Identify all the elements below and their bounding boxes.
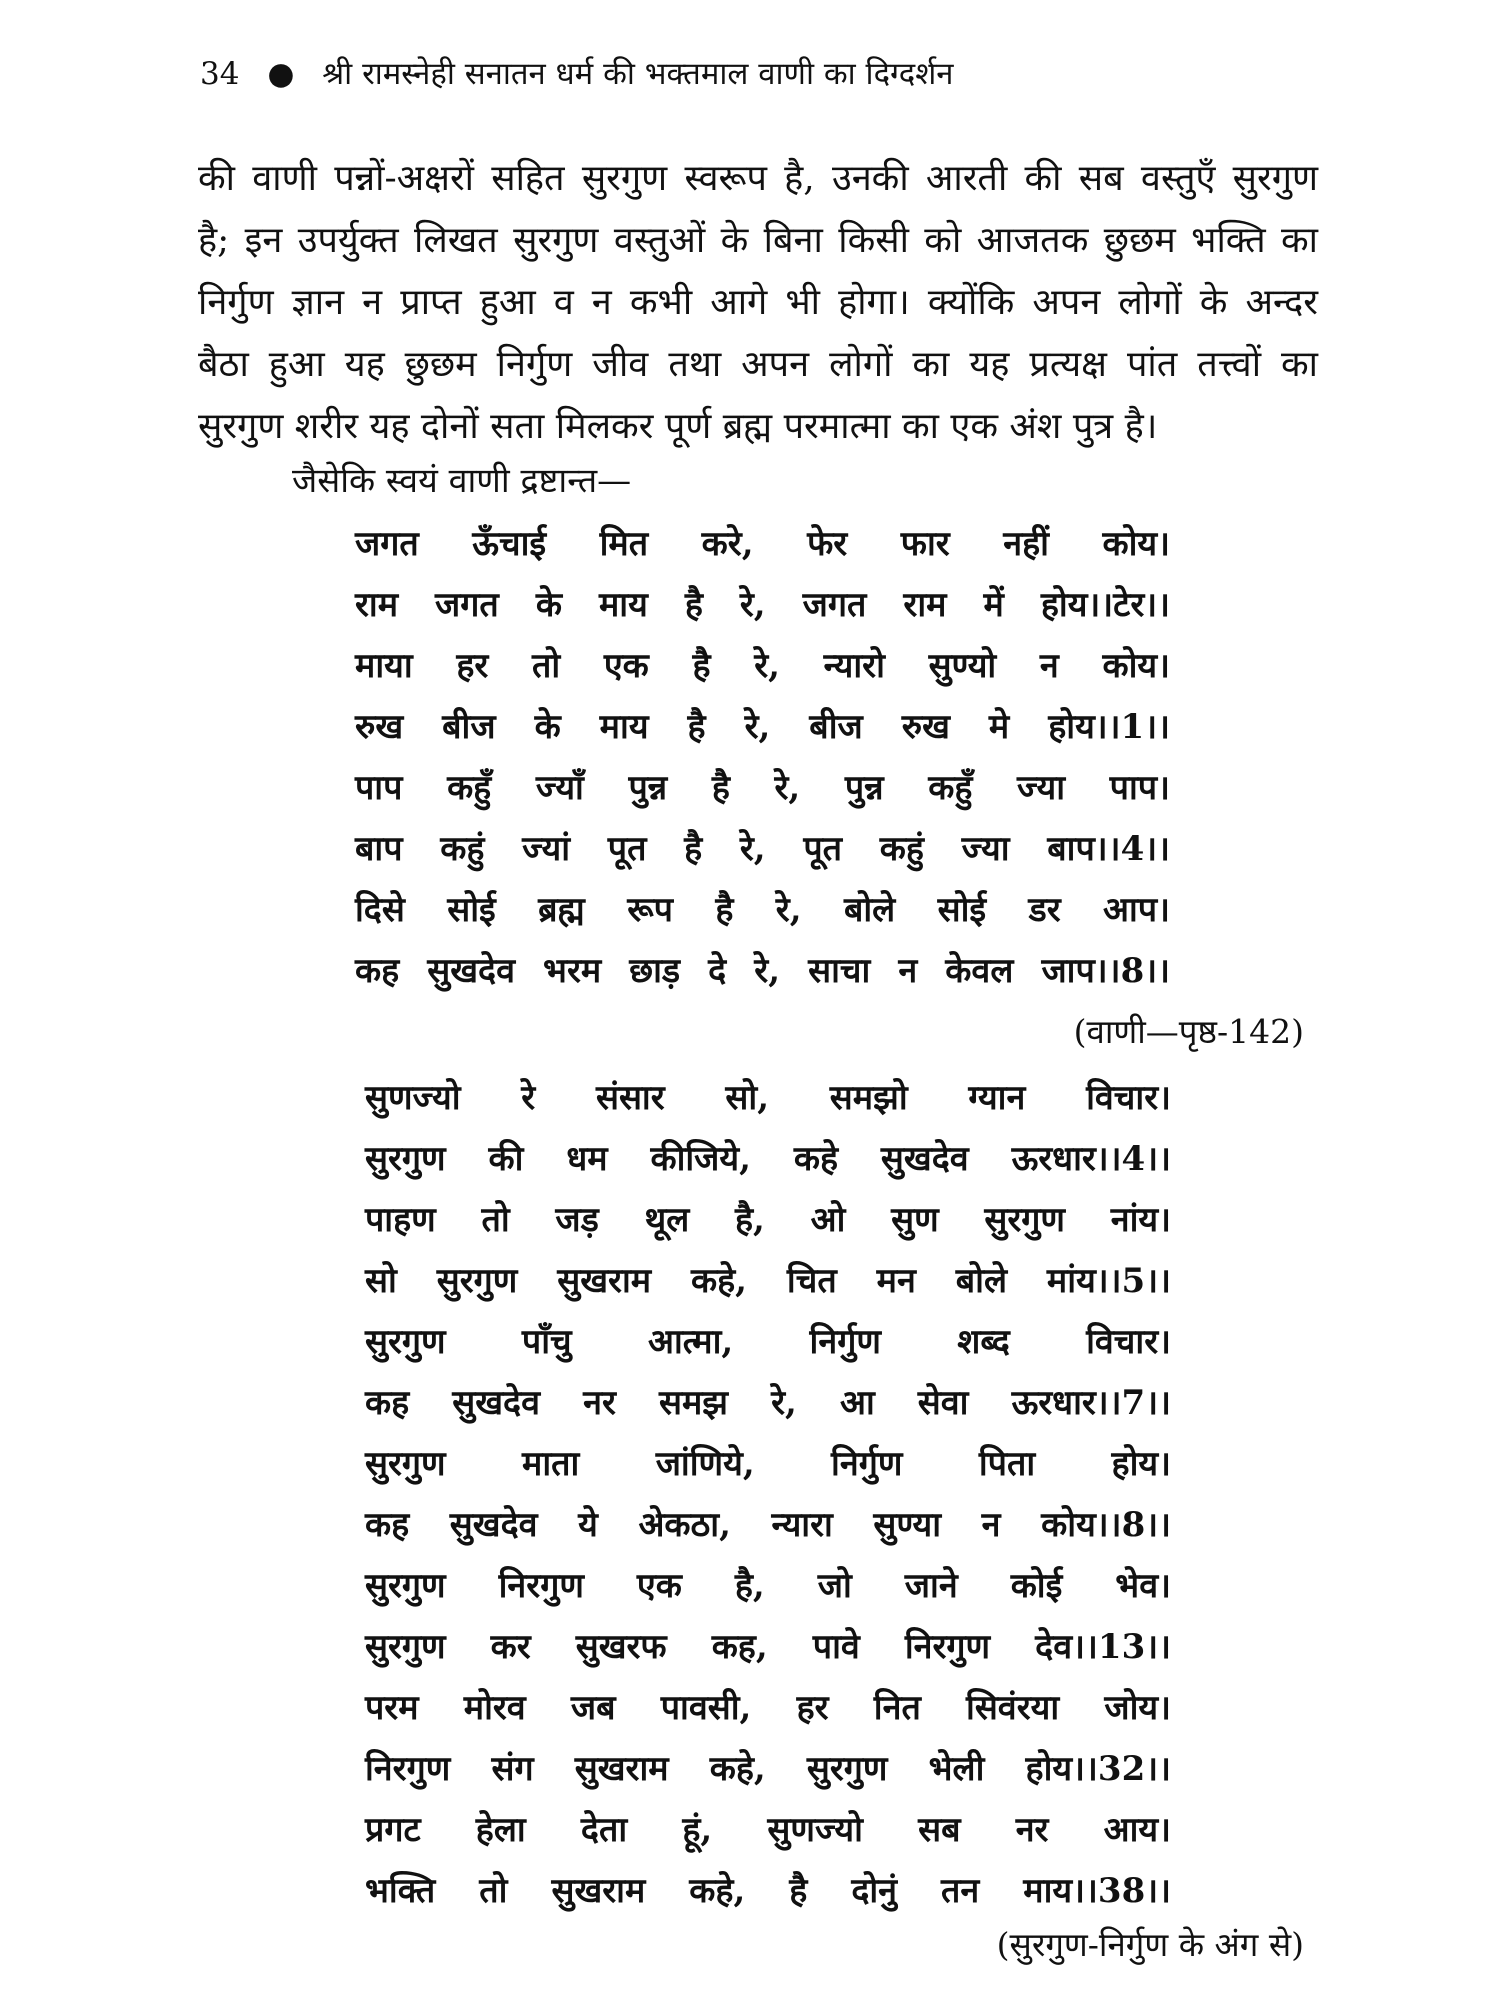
verse-line: सो सुरगुण सुखराम कहे, चित मन बोले मांय।।5।। [365, 1261, 1171, 1301]
verse-line: सुरगुण माता जांणिये, निर्गुण पिता होय। [365, 1444, 1171, 1484]
verse-line: कह सुखदेव भरम छाड़ दे रे, साचा न केवल जाप।।8।। [355, 951, 1170, 991]
verse-line: प्रगट हेला देता हूं, सुणज्यो सब नर आय। [365, 1810, 1171, 1850]
source-citation-2: (सुरगुण-निर्गुण के अंग से) [996, 1925, 1304, 1964]
bullet-icon: ● [267, 56, 295, 92]
verse-line: बाप कहुं ज्यां पूत है रे, पूत कहुं ज्या बाप।।4।। [355, 829, 1170, 869]
intro-line: की वाणी पन्नों-अक्षरों सहित सुरगुण स्वरूप है, उनकी आरती की सब वस्तुएँ सुरगुण [198, 158, 1318, 199]
verse-block-1 [355, 514, 1170, 1002]
verse-line: दिसे सोई ब्रह्म रूप है रे, बोले सोई डर आप। [355, 890, 1170, 930]
verse-line: पाहण तो जड़ थूल है, ओ सुण सुरगुण नांय। [365, 1200, 1171, 1240]
intro-line: है; इन उपर्युक्त लिखत सुरगुण वस्तुओं के बिना किसी को आजतक छुछम भक्ति का [198, 220, 1319, 261]
intro-line: सुरगुण शरीर यह दोनों सता मिलकर पूर्ण ब्रह्म परमात्मा का एक अंश पुत्र है। [198, 406, 1158, 447]
running-title: श्री रामस्नेही सनातन धर्म की भक्तमाल वाणी का दिग्दर्शन [322, 56, 954, 92]
verse-line: सुणज्यो रे संसार सो, समझो ग्यान विचार। [365, 1078, 1171, 1118]
intro-paragraph [198, 148, 1318, 458]
verse-line: कह सुखदेव नर समझ रे, आ सेवा ऊरधार।।7।। [365, 1383, 1171, 1423]
verse-line: सुरगुण निरगुण एक है, जो जाने कोई भेव। [365, 1566, 1171, 1606]
verse-line: राम जगत के माय है रे, जगत राम में होय।।टेर।। [355, 585, 1170, 625]
verse-line: सुरगुण कर सुखरफ कह, पावे निरगुण देव।।13।। [365, 1627, 1171, 1667]
verse-block-2 [365, 1068, 1171, 1922]
verse-line: कह सुखदेव ये अेकठा, न्यारा सुण्या न कोय।।8।। [365, 1505, 1171, 1545]
verse-line: जगत ऊँचाई मित करे, फेर फार नहीं कोय। [355, 524, 1170, 564]
lead-in-text: जैसेकि स्वयं वाणी द्रष्टान्त— [292, 461, 632, 501]
verse-line: सुरगुण की धम कीजिये, कहे सुखदेव ऊरधार।।4।। [365, 1139, 1171, 1179]
verse-line: पाप कहुँ ज्याँ पुन्न है रे, पुन्न कहुँ ज्या पाप। [355, 768, 1170, 808]
source-citation-1: (वाणी—पृष्ठ-142) [1073, 1012, 1304, 1051]
verse-line: भक्ति तो सुखराम कहे, है दोनुं तन माय।।38।। [365, 1871, 1171, 1911]
verse-line: सुरगुण पाँचु आत्मा, निर्गुण शब्द विचार। [365, 1322, 1171, 1362]
verse-line: परम मोरव जब पावसी, हर नित सिवंरया जोय। [365, 1688, 1171, 1728]
page-number: 34 [200, 56, 240, 92]
verse-line: माया हर तो एक है रे, न्यारो सुण्यो न कोय। [355, 646, 1170, 686]
page-header [200, 52, 954, 94]
verse-line: निरगुण संग सुखराम कहे, सुरगुण भेली होय।।32।। [365, 1749, 1171, 1789]
verse-line: रुख बीज के माय है रे, बीज रुख मे होय।।1।। [355, 707, 1170, 747]
intro-line: बैठा हुआ यह छुछम निर्गुण जीव तथा अपन लोगों का यह प्रत्यक्ष पांत तत्त्वों का [198, 344, 1318, 385]
intro-line: निर्गुण ज्ञान न प्राप्त हुआ व न कभी आगे भी होगा। क्योंकि अपन लोगों के अन्दर [198, 282, 1318, 323]
